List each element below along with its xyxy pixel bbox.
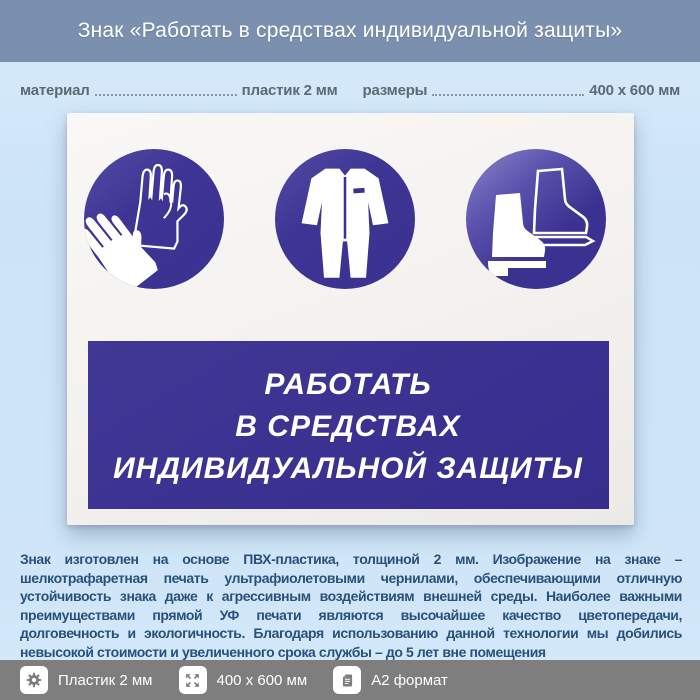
protective-boots-icon: [466, 149, 606, 289]
footer-item-size: [179, 666, 308, 694]
resize-icon: [179, 666, 207, 694]
spec-row: [0, 79, 700, 99]
header-bar: [0, 0, 700, 62]
footer-material-label: Пластик 2 мм: [58, 671, 153, 689]
spec-size: [363, 79, 681, 99]
document-icon: [333, 666, 361, 694]
ppe-icons-row: [67, 113, 634, 289]
spec-size-value: 400 x 600 мм: [589, 82, 680, 99]
gear-icon: [20, 666, 48, 694]
sign-caption-line: ИНДИВИДУАЛЬНОЙ ЗАЩИТЫ: [113, 452, 583, 485]
dotted-leader: [95, 93, 237, 96]
spec-material-label: материал: [20, 82, 90, 99]
sign-caption-line: РАБОТАТЬ: [264, 368, 432, 401]
sign-image-card: [67, 113, 634, 525]
footer-format-label: А2 формат: [371, 671, 448, 689]
footer-item-material: [20, 666, 153, 694]
footer-item-format: [333, 666, 448, 694]
footer-bar: [0, 660, 700, 700]
protective-coveralls-icon: [275, 149, 415, 289]
footer-size-label: 400 x 600 мм: [216, 671, 308, 689]
spec-material: [20, 79, 338, 99]
sign-caption-line: В СРЕДСТВАХ: [235, 410, 461, 443]
product-description: Знак изготовлен на основе ПВХ-пластика, толщиной 2 мм. Изображение на знаке – шелкотрафаретная печать ультрафиолетовыми чернилами, обеспечивающими отличную устойчивость знака даже к агрессивным воздействиям внешней среды. Наиболее важными преимуществами прямой УФ печати являются высочайшее качество цветопередачи, долговечность и экологичность. Благодаря использованию данной технологии мы добились невысокой стоимости и увеличенного срока службы – до 5 лет вне помещения: [20, 551, 682, 660]
spec-material-value: пластик 2 мм: [241, 82, 338, 99]
sign-caption-plate: [88, 341, 609, 509]
spec-size-label: размеры: [362, 82, 428, 99]
protective-gloves-icon: [84, 149, 224, 289]
dotted-leader: [432, 93, 584, 96]
page-title: Знак «Работать в средствах индивидуальной защиты»: [77, 19, 623, 42]
